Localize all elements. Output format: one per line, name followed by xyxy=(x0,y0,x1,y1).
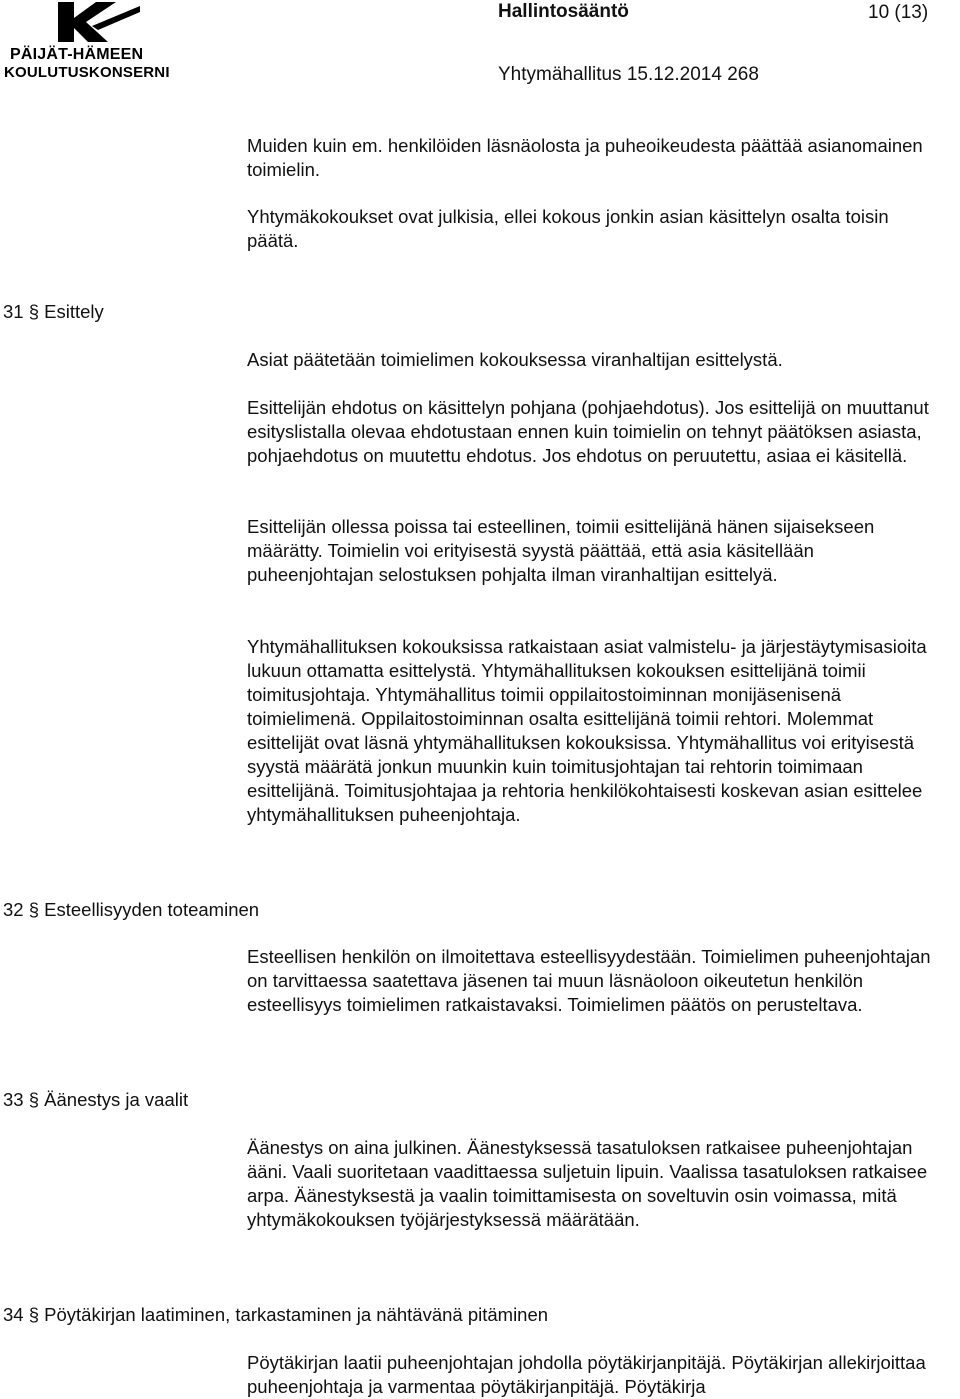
section-31-paragraph-1: Asiat päätetään toimielimen kokouksessa viranhaltijan esittelystä. xyxy=(247,349,783,370)
intro-paragraph-1: Muiden kuin em. henkilöiden läsnäolosta ja puheoikeudesta päättää asianomainen toimielin. xyxy=(247,135,923,180)
k-logo-icon xyxy=(52,0,144,44)
section-34-title: 34 § Pöytäkirjan laatiminen, tarkastaminen ja nähtävänä pitäminen xyxy=(3,1304,549,1325)
document-title: Hallintosääntö xyxy=(498,1,629,22)
section-31-title: 31 § Esittely xyxy=(3,301,104,322)
organization-logo xyxy=(4,0,184,86)
section-32-paragraph-1: Esteellisen henkilön on ilmoitettava esteellisyydestään. Toimielimen puheenjohtajan on tarvittaessa saatettava jäsenen tai muun läsnäoloon oikeutetun henkilön esteellisyys toimielimen ratkaistavaksi. Toimielimen päätös on perusteltava. xyxy=(247,946,931,1015)
logo-text-line2: KOULUTUSKONSERNI xyxy=(4,64,170,81)
section-34-paragraph-1: Pöytäkirjan laatii puheenjohtajan johdolla pöytäkirjanpitäjä. Pöytäkirjan allekirjoittaa puheenjohtaja ja varmentaa pöytäkirjanpitäjä. Pöytäkirja xyxy=(247,1352,926,1397)
intro-paragraph-2: Yhtymäkokoukset ovat julkisia, ellei kokous jonkin asian käsittelyn osalta toisin päätä. xyxy=(247,206,889,251)
section-31-paragraph-2: Esittelijän ehdotus on käsittelyn pohjana (pohjaehdotus). Jos esittelijä on muuttanut esityslistalla olevaa ehdotustaan ennen kuin toimielin on tehnyt päätöksen asiasta, pohjaehdotus on muutettu ehdotus. Jos ehdotus on peruutettu, asiaa ei käsitellä. xyxy=(247,397,929,466)
section-31-paragraph-3: Esittelijän ollessa poissa tai esteellinen, toimii esittelijänä hänen sijaisekseen määrätty. Toimielin voi erityisestä syystä päättää, että asia käsitellään puheenjohtajan selostuksen pohjalta ilman viranhaltijan esittelyä. xyxy=(247,516,875,585)
section-32-title: 32 § Esteellisyyden toteaminen xyxy=(3,899,260,920)
section-33-paragraph-1: Äänestys on aina julkinen. Äänestyksessä tasatuloksen ratkaisee puheenjohtajan ääni. Vaali suoritetaan vaadittaessa suljetuin lipuin. Vaalissa tasatuloksen ratkaisee arpa. Äänestyksestä ja vaalin toimittamisesta on soveltuvin osin voimassa, mitä yhtymäkokouksen työjärjestyksessä määrätään. xyxy=(247,1137,928,1230)
section-31-paragraph-4: Yhtymähallituksen kokouksissa ratkaistaan asiat valmistelu- ja järjestäytymisasioita lukuun ottamatta esittelystä. Yhtymähallituksen kokouksen esittelijänä toimii toimitusjohtaja. Yhtymähallitus toimii oppilaitostoiminnan monijäsenisenä toimielimenä. Oppilaitostoiminnan osalta esittelijänä toimii rehtori. Molemmat esittelijät ovat läsnä yhtymähallituksen kokouksissa. Yhtymähallitus voi erityisestä syystä määrätä jonkun muunkin kuin toimitusjohtajan tai rehtorin toimimaan esittelijänä. Toimitusjohtajaa ja rehtoria henkilökohtaisesti koskevan asian esittelee yhtymähallituksen puheenjohtaja. xyxy=(247,636,927,825)
document-meta: Yhtymähallitus 15.12.2014 268 xyxy=(498,64,759,85)
logo-text-line1: PÄIJÄT-HÄMEEN xyxy=(10,46,144,63)
section-33-title: 33 § Äänestys ja vaalit xyxy=(3,1089,189,1110)
page-number: 10 (13) xyxy=(868,2,929,23)
